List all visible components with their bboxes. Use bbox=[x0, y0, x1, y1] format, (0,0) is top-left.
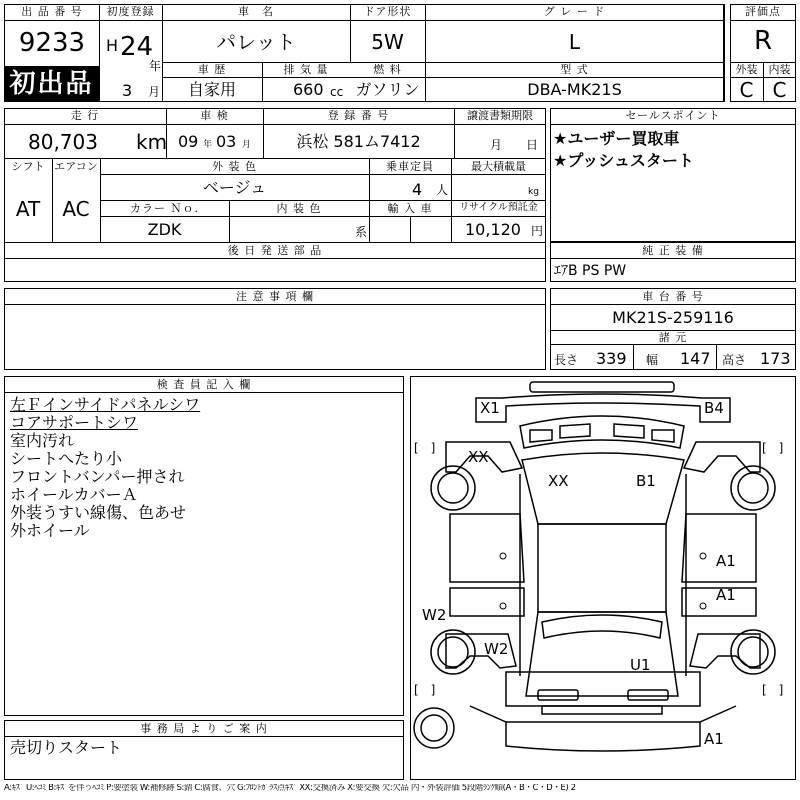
transfer-day-unit: 日 bbox=[526, 138, 539, 152]
mark-xx-front: XX bbox=[468, 448, 489, 466]
ac-label: エアコン bbox=[54, 160, 98, 173]
max-load-label: 最大積載量 bbox=[471, 160, 526, 173]
inspector-line: コアサポートシワ bbox=[10, 413, 139, 432]
inspector-line: 左Ｆインサイドパネルシワ bbox=[10, 395, 201, 414]
door-type: 5W bbox=[371, 30, 404, 54]
mark-b4: B4 bbox=[704, 399, 724, 417]
car-name-label: 車 名 bbox=[238, 5, 274, 18]
office-label: 事 務 局 よ り ご 案 内 bbox=[140, 722, 268, 735]
import-label: 輸 入 車 bbox=[387, 202, 433, 215]
int-color-unit: 系 bbox=[355, 225, 368, 239]
inspector-line: フロントバンパー押され bbox=[10, 467, 185, 486]
reg-month: 3 bbox=[122, 81, 133, 100]
length: 339 bbox=[596, 349, 627, 368]
era: H bbox=[106, 36, 119, 55]
grade-label: グ レ ー ド bbox=[543, 5, 606, 18]
genuine-equipment: ｴｱB PS PW bbox=[554, 263, 627, 279]
capacity: 4 bbox=[412, 180, 423, 199]
inspector-line: 外装うすい線傷、色あせ bbox=[10, 503, 187, 522]
inspector-line: シートへたり小 bbox=[10, 449, 123, 468]
grade: L bbox=[568, 30, 581, 54]
length-label: 長さ bbox=[554, 353, 579, 367]
height-label: 高さ bbox=[722, 353, 747, 367]
inspection-year-unit: 年 bbox=[203, 140, 213, 150]
displacement-unit: cc bbox=[330, 85, 344, 99]
history: 自家用 bbox=[187, 80, 236, 99]
fuel-label: 燃 料 bbox=[373, 63, 402, 76]
model-label: 型 式 bbox=[560, 63, 589, 76]
displacement: 660 bbox=[293, 80, 324, 99]
transfer-month-unit: 月 bbox=[490, 138, 503, 152]
mileage: 80,703 bbox=[28, 130, 98, 154]
transfer-label: 譲渡書類期限 bbox=[467, 109, 533, 122]
shift: AT bbox=[15, 197, 41, 221]
capacity-label: 乗車定員 bbox=[386, 160, 434, 173]
mark-u1: U1 bbox=[630, 656, 651, 674]
lot-label: 出 品 番 号 bbox=[21, 5, 83, 18]
load-unit: kg bbox=[528, 187, 539, 197]
inspector-line: 室内汚れ bbox=[10, 431, 75, 450]
notes-label: 注 意 事 項 欄 bbox=[236, 290, 314, 303]
fuel: ガソリン bbox=[355, 80, 420, 99]
recycle-fee: 10,120 bbox=[465, 220, 521, 239]
genuine-label: 純 正 装 備 bbox=[642, 244, 704, 257]
mark-xx-hood: XX bbox=[548, 472, 569, 490]
chassis-number: MK21S-259116 bbox=[612, 308, 734, 327]
specs-label: 諸 元 bbox=[658, 331, 688, 344]
recycle-unit: 円 bbox=[531, 224, 544, 238]
inspection-label: 車 検 bbox=[200, 109, 229, 122]
office-text: 売切りスタート bbox=[10, 738, 123, 757]
score: R bbox=[753, 26, 773, 56]
sales-label: セールスポイント bbox=[625, 109, 721, 122]
mileage-unit: km bbox=[136, 130, 168, 154]
inspection-year: 09 bbox=[178, 132, 199, 151]
chassis-label: 車 台 番 号 bbox=[642, 290, 704, 303]
int-score: C bbox=[772, 78, 787, 102]
width-label: 幅 bbox=[646, 353, 659, 367]
ext-color-label: 外 装 色 bbox=[212, 160, 257, 173]
mark-w2-rear: W2 bbox=[484, 640, 509, 658]
displacement-label: 排 気 量 bbox=[283, 63, 329, 76]
first-listing-text: 初出品 bbox=[9, 69, 94, 99]
mark-x1: X1 bbox=[480, 399, 500, 417]
mark-w2-left: W2 bbox=[422, 606, 447, 624]
bracket-left-front: [ ] bbox=[414, 441, 436, 455]
mark-a1-bottom: A1 bbox=[704, 730, 724, 748]
model-code: DBA-MK21S bbox=[527, 80, 622, 99]
registration-number: 浜松 581ム7412 bbox=[296, 132, 421, 151]
color-no: ZDK bbox=[147, 220, 182, 239]
legend: A:ｷｽﾞ U:ﾍｺﾐ B:ｷｽﾞを伴うﾍｺﾐ P:要塗装 W:補修跡 S:錆 C:腐食、穴 G:ﾌﾛﾝﾄｶﾞﾗｽ点ｷｽﾞ XX:交換済み X:要交換 欠:欠品 内・外装評価 5段階ﾗﾝｸ順(A・B・C・D・E) 2 bbox=[4, 784, 576, 793]
later-parts-label: 後 日 発 送 部 品 bbox=[227, 244, 323, 257]
int-color-label: 内 装 色 bbox=[276, 202, 322, 215]
capacity-unit: 人 bbox=[436, 183, 449, 197]
year-unit: 年 bbox=[149, 59, 162, 73]
ext-label: 外装 bbox=[735, 63, 758, 76]
ac: AC bbox=[62, 197, 90, 221]
shift-label: シフト bbox=[11, 160, 45, 173]
door-label: ドア形状 bbox=[363, 5, 412, 18]
ext-color: ベージュ bbox=[202, 178, 267, 197]
width: 147 bbox=[680, 349, 711, 368]
mileage-label: 走 行 bbox=[70, 109, 100, 122]
bracket-right-rear: [ ] bbox=[762, 683, 784, 697]
mark-b1: B1 bbox=[636, 472, 656, 490]
reg-year: 24 bbox=[120, 32, 154, 62]
month-unit: 月 bbox=[148, 85, 161, 99]
lot-number: 9233 bbox=[18, 28, 86, 58]
mark-a1-right2: A1 bbox=[716, 586, 736, 604]
inspector-label: 検 査 員 記 入 欄 bbox=[156, 378, 252, 391]
height: 173 bbox=[760, 349, 791, 368]
sales-point: ★ユーザー買取車 bbox=[553, 129, 680, 148]
color-no-label: カラー Ｎｏ. bbox=[130, 202, 199, 215]
registration-label: 登 録 番 号 bbox=[327, 109, 390, 122]
first-reg-label: 初度登録 bbox=[106, 5, 155, 18]
bracket-right-front: [ ] bbox=[762, 441, 784, 455]
mark-a1-right: A1 bbox=[716, 552, 736, 570]
int-label: 内装 bbox=[768, 63, 791, 76]
sales-point: ★プッシュスタート bbox=[553, 151, 694, 170]
car-diagram bbox=[410, 376, 796, 780]
ext-score: C bbox=[739, 78, 754, 102]
score-label: 評価点 bbox=[745, 5, 781, 18]
inspector-line: 外ホイール bbox=[10, 521, 90, 540]
bracket-left-rear: [ ] bbox=[414, 683, 436, 697]
history-label: 車 歴 bbox=[197, 63, 227, 76]
recycle-label: リサイクル預託金 bbox=[459, 202, 538, 213]
inspection-month-unit: 月 bbox=[242, 140, 252, 150]
inspection-month: 03 bbox=[216, 132, 237, 151]
inspector-line: ホイールカバーＡ bbox=[10, 485, 138, 504]
car-name: パレット bbox=[216, 30, 296, 54]
